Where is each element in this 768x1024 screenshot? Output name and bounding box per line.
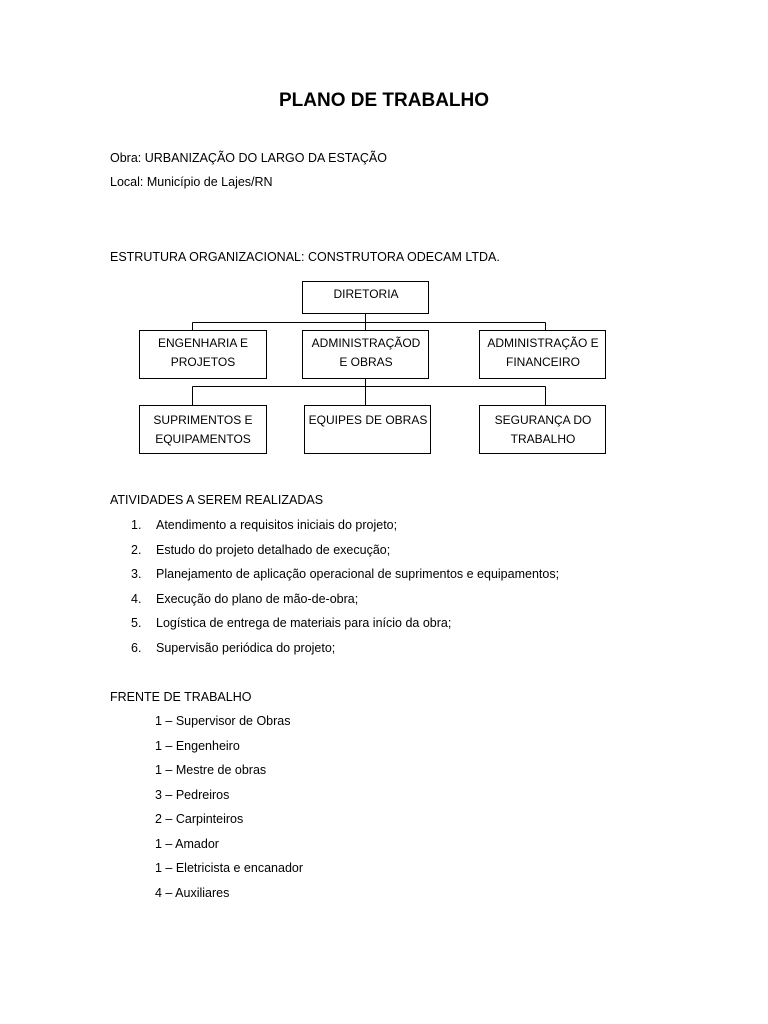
workforce-item: 1 – Mestre de obras: [155, 763, 267, 777]
box-equipes: EQUIPES DE OBRAS: [308, 413, 428, 427]
workforce-item: 3 – Pedreiros: [155, 788, 230, 802]
box-engenharia: ENGENHARIA E PROJETOS: [157, 336, 249, 369]
workforce-item: 1 – Engenheiro: [155, 739, 240, 753]
box-suprimentos: SUPRIMENTOS E EQUIPAMENTOS: [153, 413, 253, 446]
activity-number: 6.: [131, 641, 142, 655]
activity-number: 4.: [131, 592, 142, 606]
activity-text: Planejamento de aplicação operacional de suprimentos e equipamentos;: [156, 567, 560, 581]
workforce-item: 4 – Auxiliares: [155, 886, 230, 900]
box-seguranca: SEGURANÇA DO TRABALHO: [494, 413, 592, 446]
box-admin-obras: ADMINISTRAÇÃOD E OBRAS: [311, 336, 421, 369]
local-line: Local: Município de Lajes/RN: [110, 175, 273, 189]
activity-text: Supervisão periódica do projeto;: [156, 641, 336, 655]
workforce-item: 2 – Carpinteiros: [155, 812, 244, 826]
obra-line: Obra: URBANIZAÇÃO DO LARGO DA ESTAÇÃO: [110, 151, 387, 165]
workforce-heading: FRENTE DE TRABALHO: [110, 690, 252, 704]
activity-number: 3.: [131, 567, 142, 581]
activity-text: Atendimento a requisitos iniciais do projeto;: [156, 518, 398, 532]
box-diretoria: DIRETORIA: [333, 287, 399, 301]
activity-number: 2.: [131, 543, 142, 557]
activity-text: Execução do plano de mão-de-obra;: [156, 592, 359, 606]
activity-text: Estudo do projeto detalhado de execução;: [156, 543, 391, 557]
workforce-item: 1 – Eletricista e encanador: [155, 861, 304, 875]
activity-number: 5.: [131, 616, 142, 630]
activity-number: 1.: [131, 518, 142, 532]
activity-text: Logística de entrega de materiais para início da obra;: [156, 616, 452, 630]
activities-heading: ATIVIDADES A SEREM REALIZADAS: [110, 493, 324, 507]
structure-heading: ESTRUTURA ORGANIZACIONAL: CONSTRUTORA ODECAM LTDA.: [110, 250, 500, 264]
workforce-item: 1 – Amador: [155, 837, 219, 851]
workforce-item: 1 – Supervisor de Obras: [155, 714, 291, 728]
page-title: PLANO DE TRABALHO: [278, 90, 490, 111]
box-admin-fin: ADMINISTRAÇÃO E FINANCEIRO: [487, 336, 599, 369]
